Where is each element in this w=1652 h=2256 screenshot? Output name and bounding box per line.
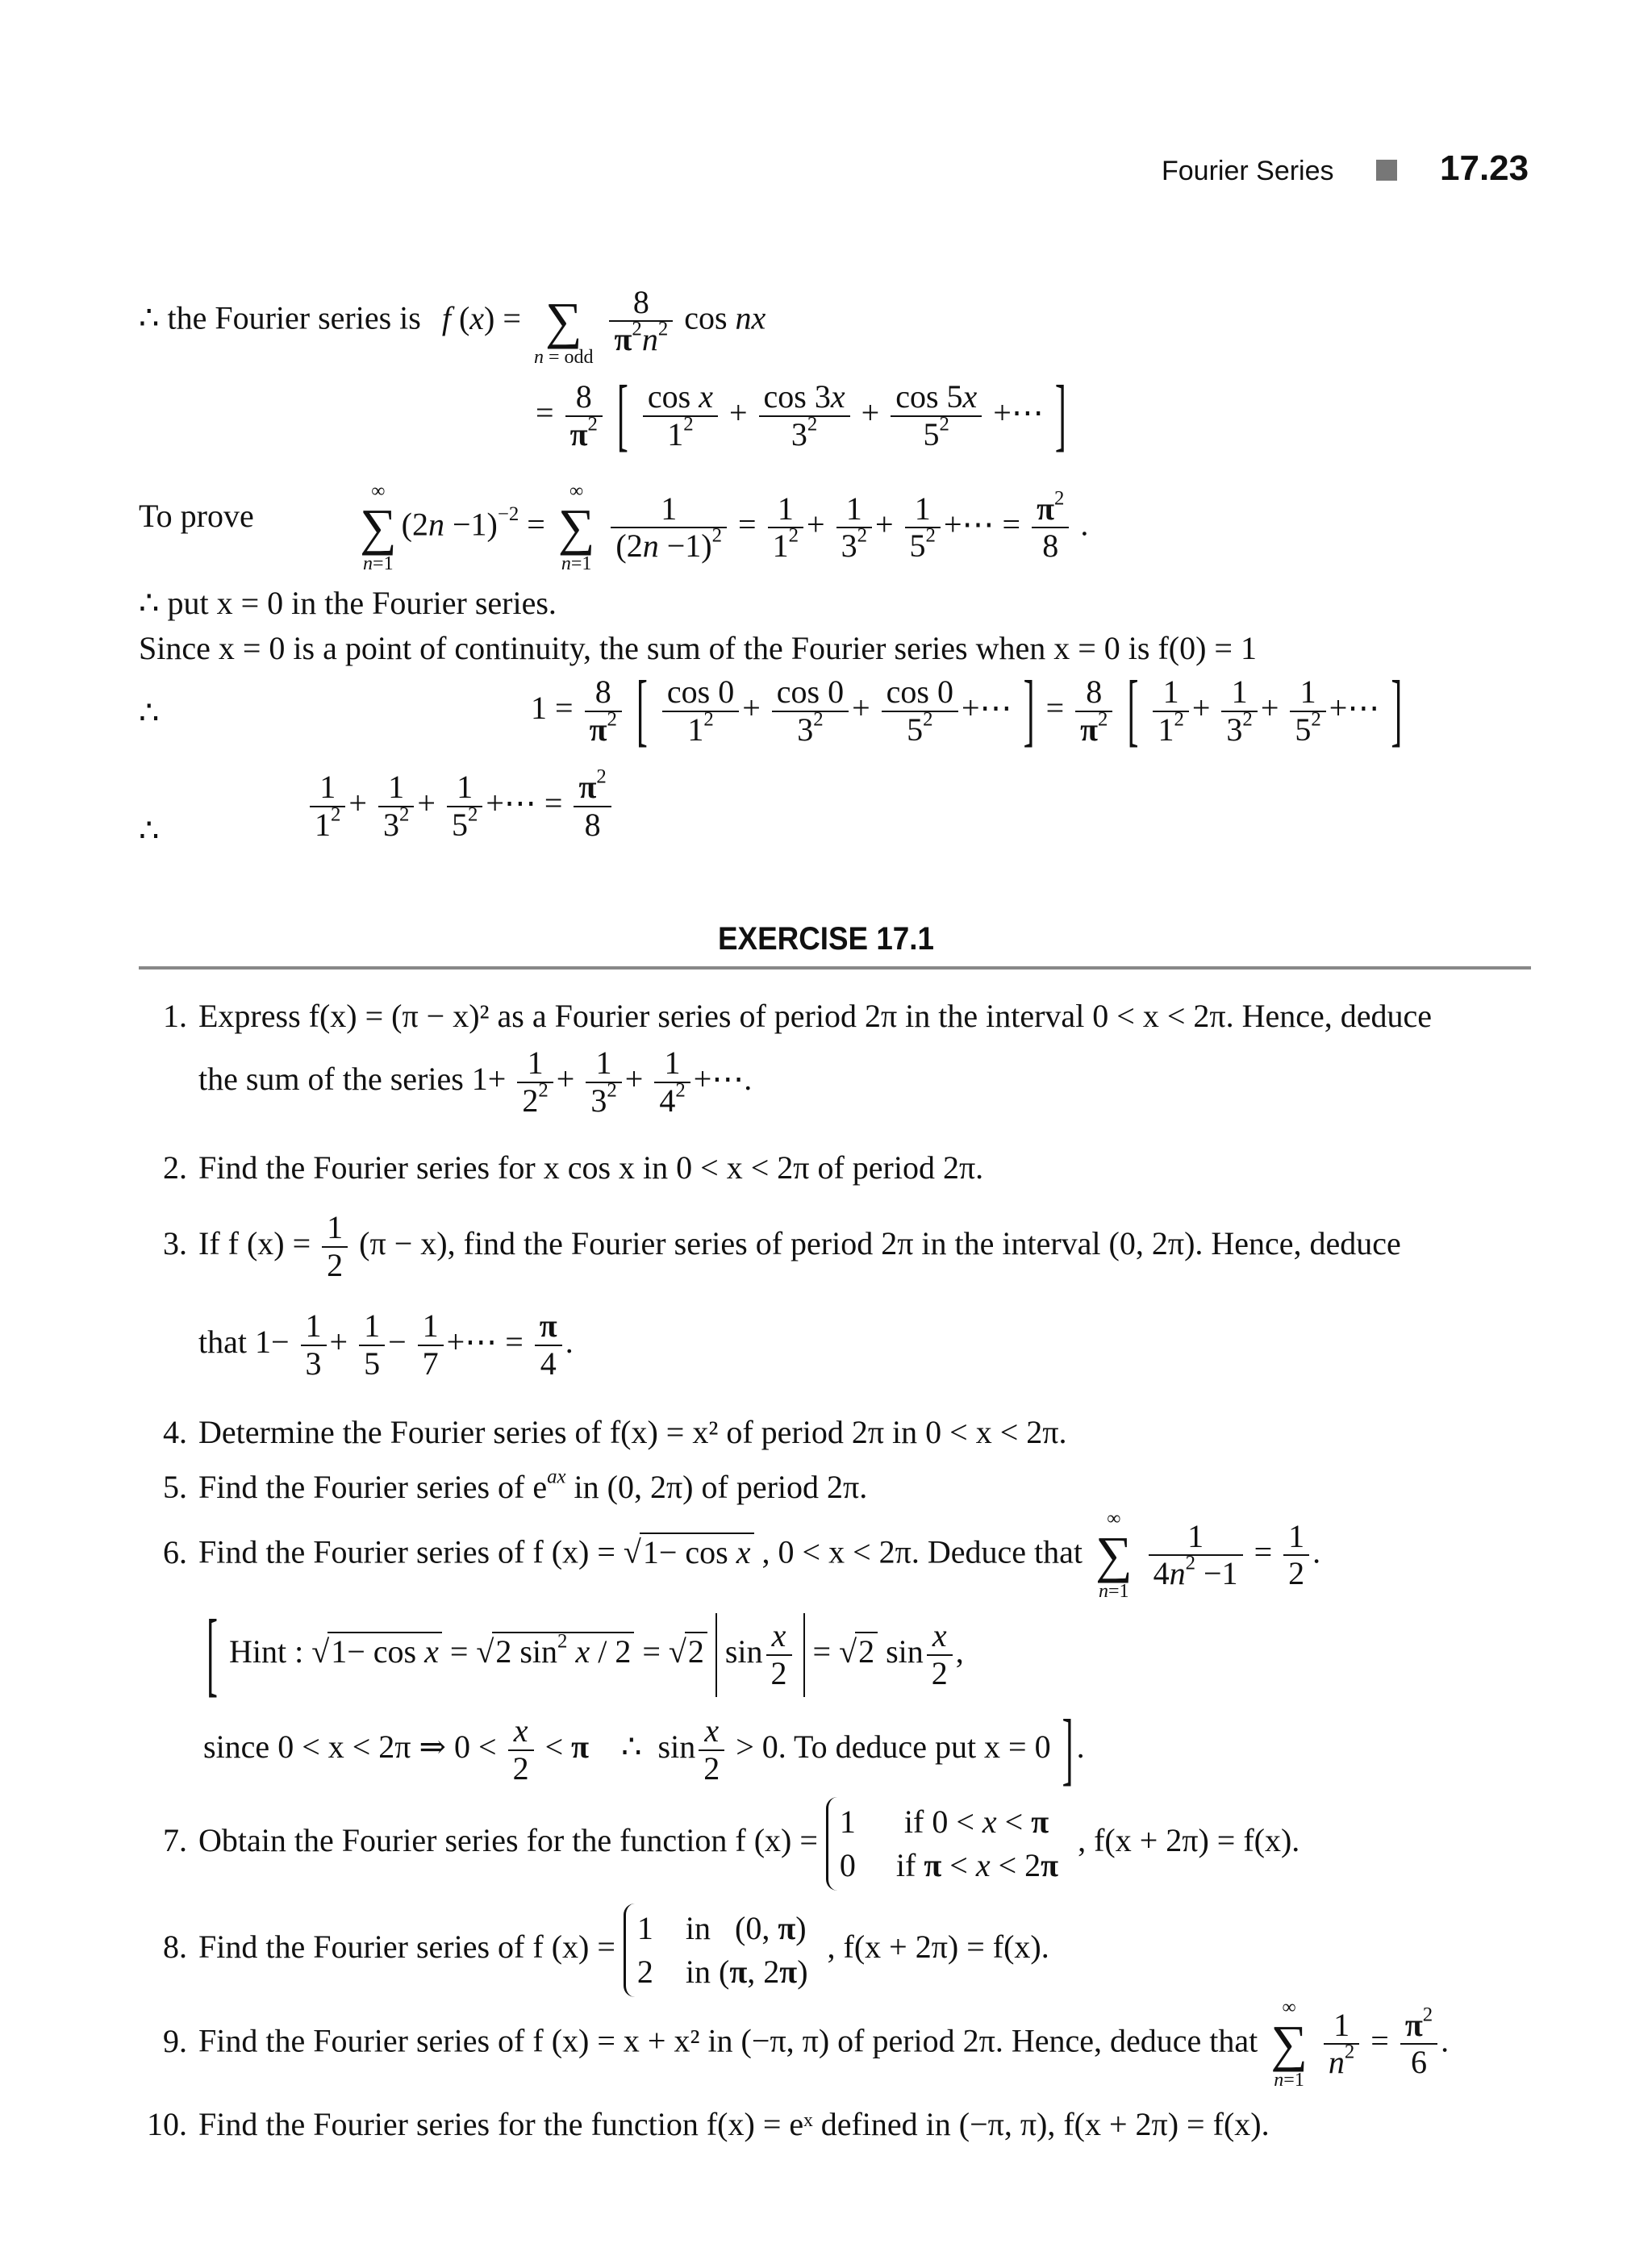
piecewise-8: 1 in (0, π) 2 in (π, 2π) <box>624 1904 820 1997</box>
continuity-line: Since x = 0 is a point of continuity, the sum of the Fourier series when x = 0 is f(0) = 1 <box>139 630 1257 666</box>
therefore-symbol-2: ∴ <box>139 812 160 849</box>
exercise-rule <box>139 966 1531 970</box>
put-x-line: ∴ put x = 0 in the Fourier series. <box>139 585 557 621</box>
exercise-title: EXERCISE 17.1 <box>718 921 934 957</box>
to-prove-label: To prove <box>139 498 254 534</box>
page-number: 17.23 <box>1440 148 1529 188</box>
fourier-series-label: ∴ the Fourier series is <box>139 299 421 336</box>
piecewise-7: 1 if 0 < x < π 0 if π < x < 2π <box>826 1797 1070 1891</box>
fourier-series-line: ∴ the Fourier series is f (x) = ∑ n = odd $\frac{8}{\pi^2n^2}$ cos nx <box>139 283 766 369</box>
exercise-item-9: 9. Find the Fourier series of f (x) = x + x² in (−π, π) of period 2π. Hence, deduce that ∞ ∑ n=1 $\frac{1}{n^2}$ = $\frac{\pi^2}{6}$ . <box>163 1997 1450 2091</box>
to-prove-equation: ∞ ∑ n=1 $(2n -1)^{-2}$ = ∞ ∑ n=1 $\frac{1}{(2n -1)^2}$ = $\frac{1}{1^2}$ + $\frac{1}{3^2}$ + $\frac{1}{5^2}$ +⋯ = $\frac{\pi^2}{8}$ . <box>360 481 1089 575</box>
exercise-item-1-series: the sum of the series 1+ $\frac{1}{2^2}$ + $\frac{1}{3^2}$ + $\frac{1}{4^2}$ +⋯. <box>198 1045 753 1119</box>
hint-since-line: since 0 < x < 2π ⇒ 0 < $\frac{x}{2}$ < π ∴ sin $\frac{x}{2}$ > 0. To deduce put x = 0 ] . <box>203 1705 1085 1795</box>
exercise-item-7: 7. Obtain the Fourier series for the function f (x) = 1 if 0 < x < π 0 if π < x < 2π , f(x + 2π) = f(x). <box>139 1797 1299 1891</box>
exercise-item-8: 8. Find the Fourier series of f (x) = 1 in (0, π) 2 in (π, 2π) , f(x + 2π) = f(x). <box>139 1904 1049 1997</box>
result-line: $\frac{1}{1^2}$ + $\frac{1}{3^2}$ + $\frac{1}{5^2}$ +⋯ = $\frac{\pi^2}{8}$ <box>307 769 615 844</box>
exercise-item-5: 5. Find the Fourier series of $e^{ax}$ in (0, 2π) of period 2π. <box>163 1466 868 1505</box>
exercise-item-10: 10. Find the Fourier series for the function f(x) = eˣ defined in (−π, π), f(x + 2π) = f(x). <box>147 2106 1270 2142</box>
hint-line: [ Hint : √1− cos x = √2 $\sin^2 x / 2 = √2$ sin $\frac{x}{2}$ = √2 sin $\frac{x}{2}$ , <box>206 1603 964 1708</box>
exercise-item-2: 2. Find the Fourier series for x cos x in 0 < x < 2π of period 2π. <box>163 1149 984 1186</box>
exercise-item-3: 3. If f (x) = $\frac{1}{2}$ (π − x), find the Fourier series of period 2π in the interval (0, 2π). Hence, deduce <box>163 1209 1401 1283</box>
exercise-item-6: 6. Find the Fourier series of f (x) = √1− cos x , 0 < x < 2π. Deduce that ∞ ∑ n=1 $\frac{1}{4n^2 -1}$ = $\frac{1}{2}$ . <box>163 1508 1321 1603</box>
header-square-icon <box>1376 160 1397 181</box>
one-equals-line: 1 = $\frac{8}{\pi^2}$ [ $\frac{\cos 0}{1^2}$ + $\frac{\cos 0}{3^2}$ + $\frac{\cos 0}{5^2}$ +⋯ ] = $\frac{8}{\pi^2}$ [ $\frac{1}{1^2}$ + $\frac{1}{3^2}$ + $\frac{1}{5^2}$ +⋯ ] <box>531 666 1403 756</box>
exercise-item-4: 4. Determine the Fourier series of f(x) = x² of period 2π in 0 < x < 2π. <box>163 1414 1067 1450</box>
section-label: Fourier Series <box>1162 156 1334 186</box>
expansion-line: = $\frac{8}{\pi^2}$ [ $\frac{\text{cos x}}{1^2}$ + $\frac{\cos 3x}{3^2}$ + $\frac{\cos 5x}{5^2}$ +⋯ ] <box>536 371 1066 461</box>
exercise-item-1: 1. Express f(x) = (π − x)² as a Fourier series of period 2π in the interval 0 < x < 2π. Hence, deduce <box>163 998 1433 1034</box>
therefore-symbol-1: ∴ <box>139 694 160 731</box>
exercise-item-3-series: that 1− $\frac{1}{3}$ + $\frac{1}{5}$ − $\frac{1}{7}$ +⋯ = $\frac{\pi}{4}$ . <box>198 1307 574 1382</box>
